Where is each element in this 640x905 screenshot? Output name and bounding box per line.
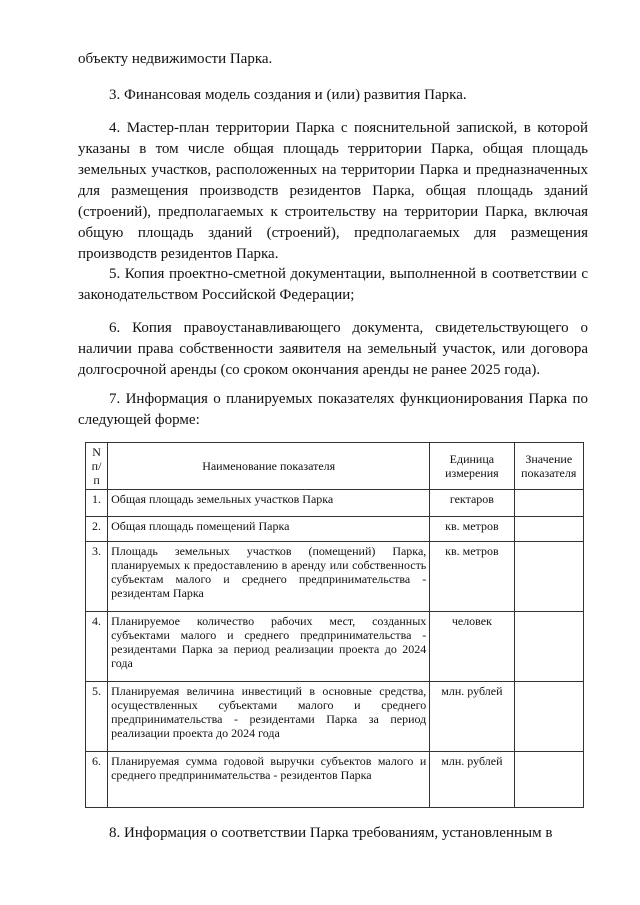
row-value (514, 542, 584, 612)
row-num: 6. (86, 752, 108, 808)
row-num: 1. (86, 490, 108, 517)
row-num: 3. (86, 542, 108, 612)
row-unit: кв. метров (430, 517, 514, 542)
row-num: 5. (86, 682, 108, 752)
row-name: Планируемая величина инвестиций в основные средства, осуществленных субъектами малого и среднего предпринимательства - резидентами Парка за период реализации проекта до 2024 года (108, 682, 430, 752)
row-name: Общая площадь земельных участков Парка (108, 490, 430, 517)
row-name: Общая площадь помещений Парка (108, 517, 430, 542)
row-num: 2. (86, 517, 108, 542)
row-value (514, 682, 584, 752)
row-unit: млн. рублей (430, 682, 514, 752)
paragraph-8: 8. Информация о соответствии Парка требованиям, установленным в (109, 825, 553, 841)
row-unit: гектаров (430, 490, 514, 517)
table-row (86, 542, 584, 612)
row-unit: кв. метров (430, 542, 514, 612)
table-row (86, 517, 584, 542)
table-row (86, 612, 584, 682)
table-row (86, 682, 584, 752)
row-name: Планируемая сумма годовой выручки субъектов малого и среднего предпринимательства - резидентов Парка (108, 752, 430, 808)
table-header-row (86, 443, 584, 490)
paragraph-6: 6. Копия правоустанавливающего документа, свидетельствующего о наличии права собственности заявителя на земельный участок, или договора долгосрочной аренды (со сроком окончания аренды не ранее 2025 года). (78, 320, 588, 378)
paragraph-7: 7. Информация о планируемых показателях функционирования Парка по следующей форме: (78, 391, 588, 428)
header-unit: Единица измерения (430, 443, 514, 490)
header-num: N п/п (86, 443, 108, 490)
row-name: Планируемое количество рабочих мест, созданных субъектами малого и среднего предпринимательства - резидентами Парка за период реализации проекта до 2024 года (108, 612, 430, 682)
row-value (514, 517, 584, 542)
table-row (86, 490, 584, 517)
header-value: Значение показателя (514, 443, 584, 490)
paragraph-continuation: объекту недвижимости Парка. (78, 51, 273, 67)
indicators-table (85, 442, 584, 808)
paragraph-3: 3. Финансовая модель создания и (или) развития Парка. (109, 87, 467, 103)
row-unit: млн. рублей (430, 752, 514, 808)
row-value (514, 612, 584, 682)
table-row (86, 752, 584, 808)
paragraph-5: 5. Копия проектно-сметной документации, выполненной в соответствии с законодательством Российской Федерации; (78, 266, 588, 303)
row-value (514, 490, 584, 517)
row-num: 4. (86, 612, 108, 682)
row-unit: человек (430, 612, 514, 682)
header-name: Наименование показателя (108, 443, 430, 490)
paragraph-4: 4. Мастер-план территории Парка с пояснительной запиской, в которой указаны в том числе общая площадь территории Парка, общая площадь земельных участков, расположенных на территории Парка и предназначенных для размещения производств резидентов Парка, общая площадь зданий (строений), предполагаемых к строительству на территории Парка, включая общую площадь зданий (строений), предполагаемых для размещения производств резидентов Парка. (78, 120, 588, 262)
row-name: Площадь земельных участков (помещений) Парка, планируемых к предоставлению в аренду или собственность субъектам малого и среднего предпринимательства - резидентам Парка (108, 542, 430, 612)
row-value (514, 752, 584, 808)
